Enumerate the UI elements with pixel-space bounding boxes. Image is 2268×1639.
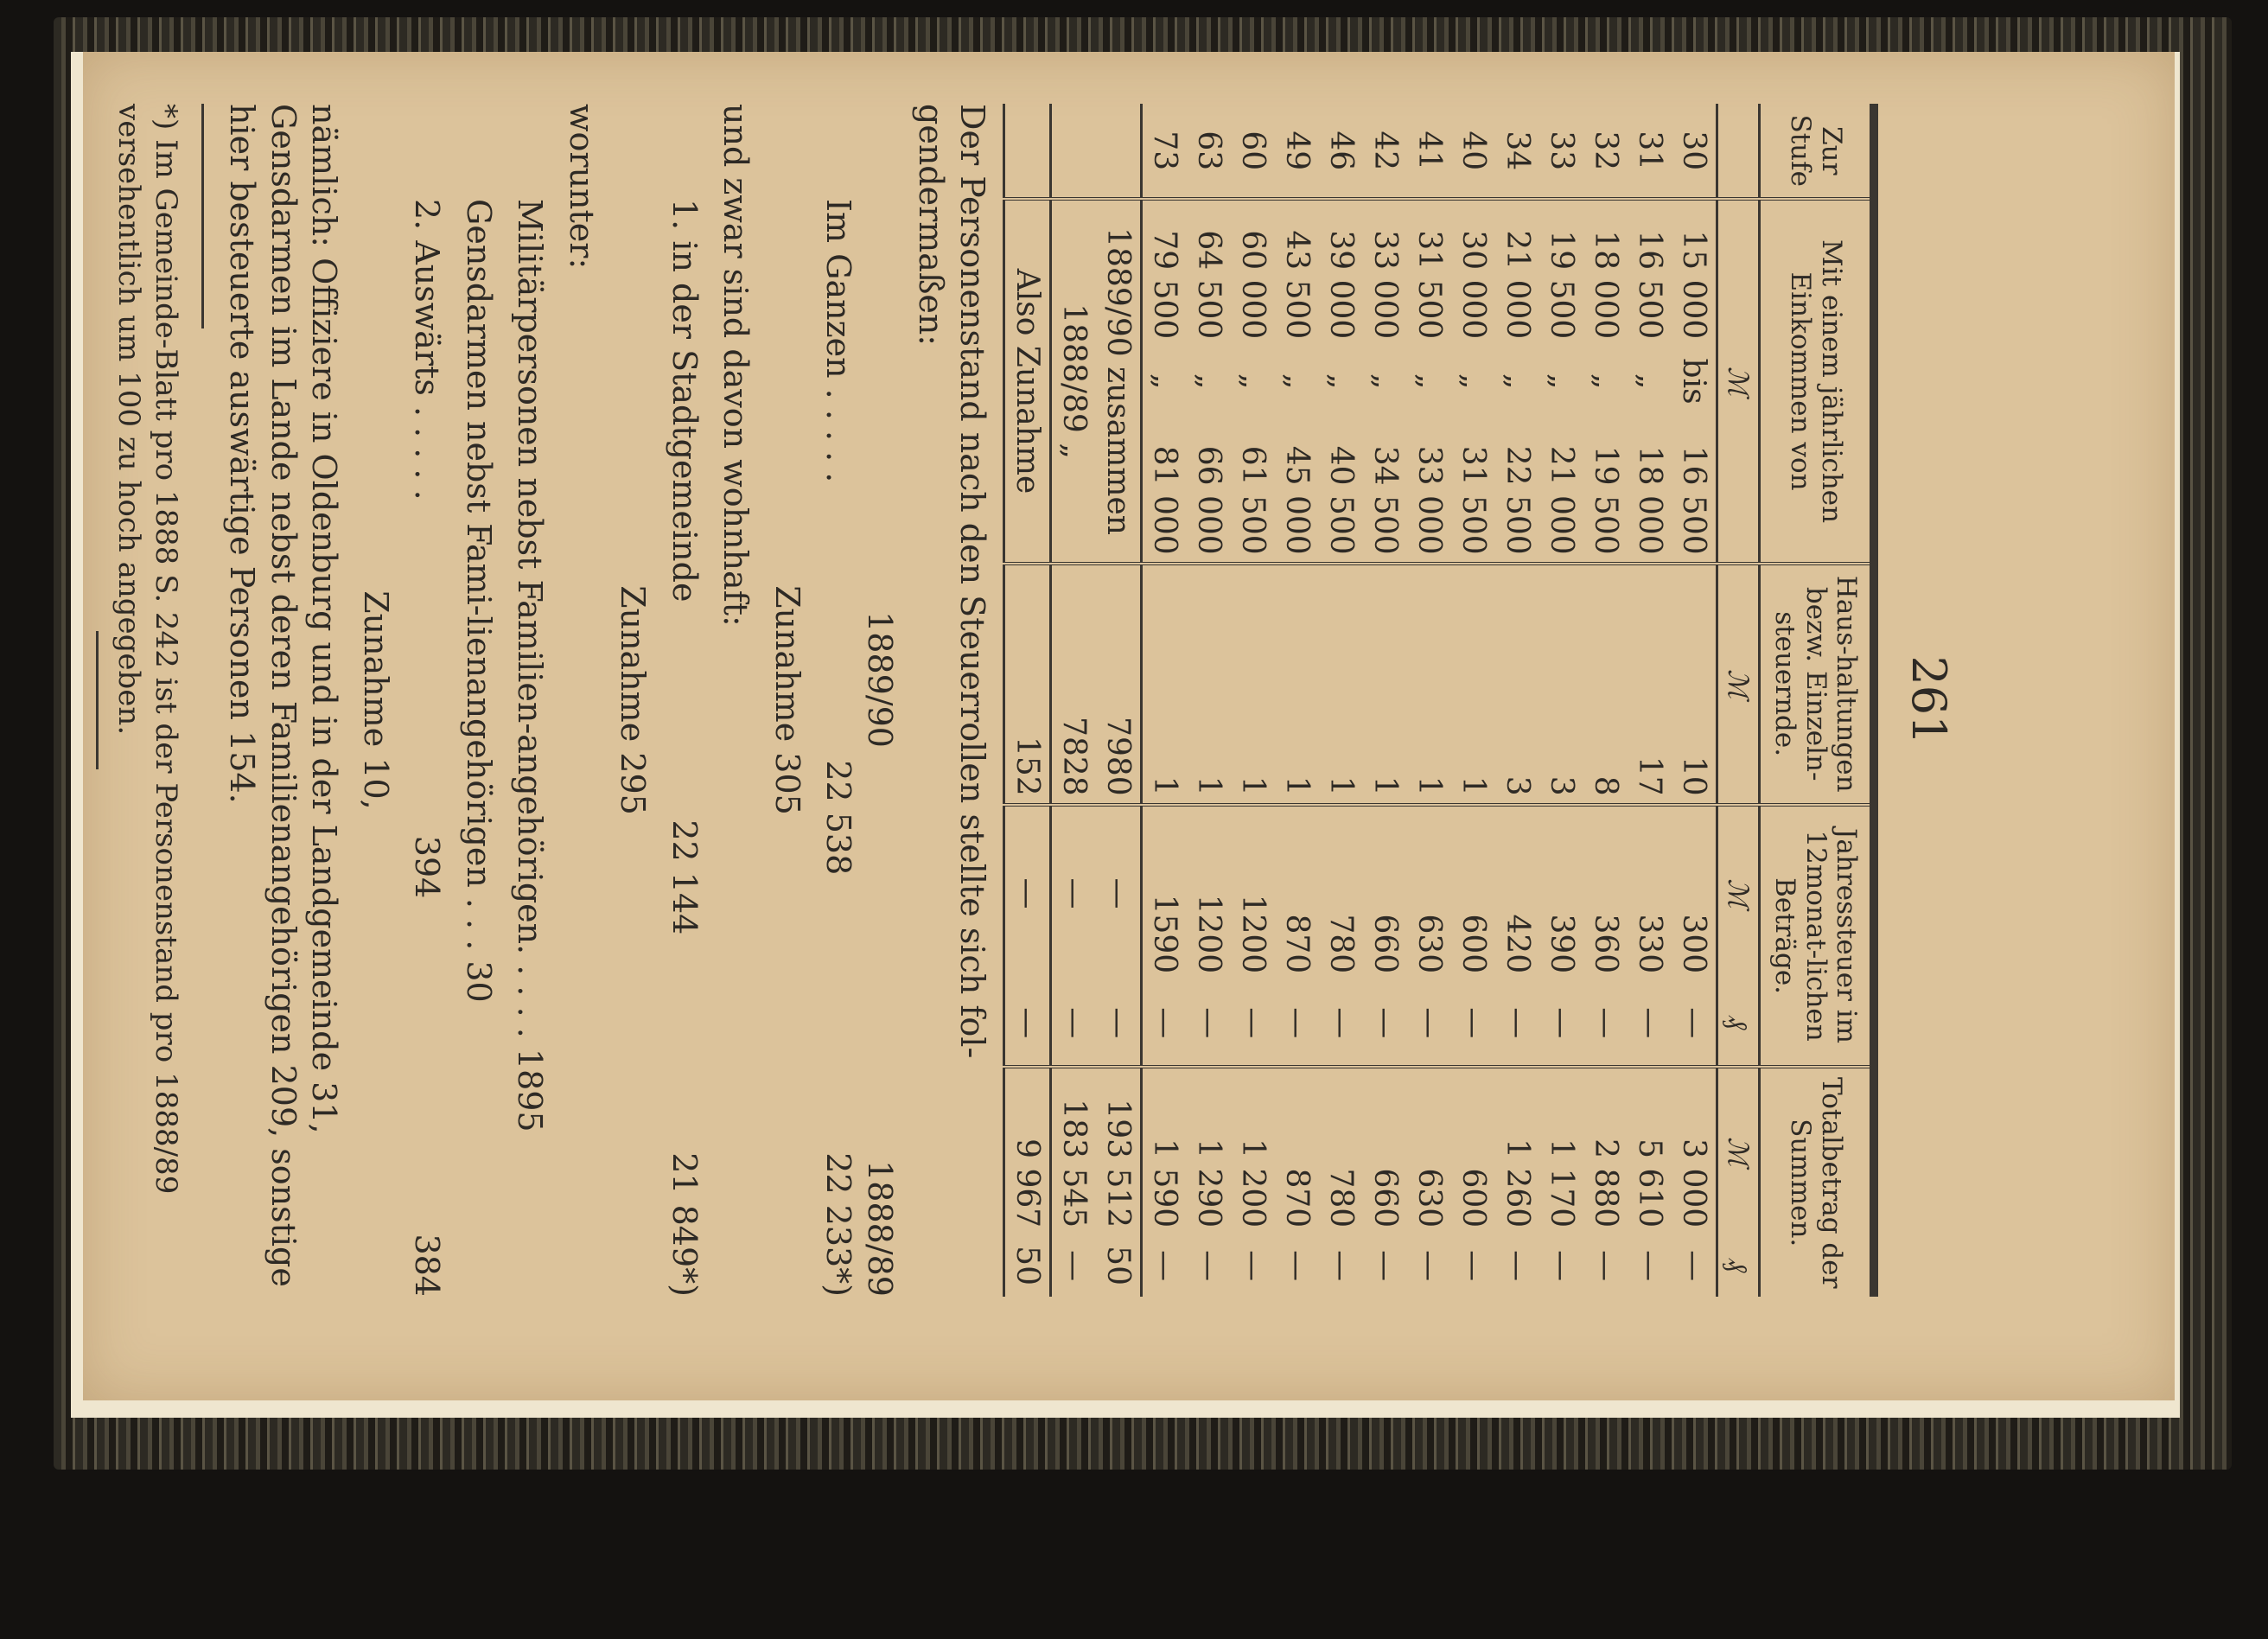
tax-table: [1003, 104, 1879, 1297]
cell-from: 39 000: [1319, 199, 1363, 346]
cell-total: 780: [1319, 1067, 1363, 1234]
increase-count: 152: [1003, 564, 1050, 805]
cell-tax: 390: [1539, 805, 1583, 980]
cell-count: 1: [1451, 564, 1495, 805]
cell-total-pf: —: [1278, 1250, 1315, 1282]
cell-stufe: 60: [1234, 131, 1271, 171]
cell-sep: „: [1190, 373, 1226, 390]
cell-stufe: 49: [1278, 131, 1315, 171]
cell-total-pf: —: [1190, 1250, 1226, 1282]
cell-total-pf: —: [1675, 1250, 1711, 1282]
cell-sep: bis: [1675, 358, 1711, 405]
cell-to: 19 500: [1587, 445, 1623, 555]
sum-total-pf: 50: [1096, 1234, 1142, 1297]
stadtgemeinde-label: 1. in der Stadtgemeinde: [665, 199, 704, 603]
cell-count: 3: [1539, 564, 1583, 805]
cell-tax: 1590: [1141, 805, 1187, 980]
cell-total: 5 610: [1628, 1067, 1672, 1234]
table-row: [1583, 104, 1628, 1297]
cell-to: 22 500: [1499, 445, 1535, 555]
table-row: [1407, 104, 1451, 1297]
cell-count: 1: [1187, 564, 1231, 805]
cell-count: 1: [1319, 564, 1363, 805]
auswaerts-a: 394: [408, 835, 447, 899]
cell-from: 30 000: [1451, 199, 1495, 346]
cell-total: 1 200: [1231, 1067, 1275, 1234]
cell-tax-pf: —: [1411, 1007, 1447, 1039]
header-haushaltungen: Haus-haltungen bezw. Einzeln-steuernde.: [1759, 564, 1874, 805]
cell-tax-pf: —: [1367, 1007, 1403, 1039]
cell-stufe: 34: [1499, 131, 1535, 171]
cell-count: 1: [1407, 564, 1451, 805]
cell-sep: „: [1455, 373, 1491, 390]
cell-tax-pf: —: [1322, 1007, 1359, 1039]
stadtgemeinde-a: 22 144: [665, 820, 704, 935]
cell-total: 3 000: [1672, 1067, 1717, 1234]
naemlich-paragraph: nämlich: Offiziere in Oldenburg und in der Landgemeinde 31, Gensdarmen im Lande nebst deren Familienangehörigen 209, sonstige hier besteuerte auswärtige Personen 154.: [223, 104, 344, 1287]
cell-from: 31 500: [1407, 199, 1451, 346]
militaer-line: Militärpersonen nebst Familien-angehörigen. . . . . 1895: [511, 199, 550, 1132]
cell-to: 66 000: [1190, 445, 1226, 555]
cell-tax: 1200: [1187, 805, 1231, 980]
sum-total: 193 512: [1096, 1067, 1142, 1234]
cell-stufe: 32: [1587, 131, 1623, 171]
cell-from: 60 000: [1231, 199, 1275, 346]
cell-total: 2 880: [1583, 1067, 1628, 1234]
cell-tax: 1200: [1231, 805, 1275, 980]
cell-total: 630: [1407, 1067, 1451, 1234]
unit-cell: ₰: [1717, 980, 1759, 1067]
page-content: [111, 104, 1958, 1297]
year-header-row: [858, 104, 900, 1297]
footnote-rule: [194, 104, 204, 328]
cell-count: 8: [1583, 564, 1628, 805]
increase-label: Also Zunahme: [1003, 199, 1050, 563]
gensdarmen-line: Gensdarmen nebst Fami-lienangehörigen . . . 30: [459, 199, 498, 1003]
cell-tax-pf: —: [1587, 1007, 1623, 1039]
im-ganzen-row: [818, 104, 859, 1297]
cell-stufe: 63: [1190, 131, 1226, 171]
cell-count: 1: [1141, 564, 1187, 805]
cell-total: 870: [1275, 1067, 1319, 1234]
cell-sep: „: [1322, 373, 1359, 390]
cell-stufe: 42: [1367, 131, 1403, 171]
cell-total: 660: [1363, 1067, 1407, 1234]
cell-sep: „: [1631, 373, 1667, 390]
stadtgemeinde-b: 21 849*): [665, 1152, 704, 1297]
footnote: *) Im Gemeinde-Blatt pro 1888 S. 242 ist der Personenstand pro 1888/89 versehentlich um 100 zu hoch angegeben.: [111, 104, 183, 1195]
unit-cell: ℳ: [1717, 805, 1759, 980]
cell-to: 33 000: [1411, 445, 1447, 555]
cell-to: 40 500: [1322, 445, 1359, 555]
cell-tax: 300: [1672, 805, 1717, 980]
cell-total-pf: —: [1234, 1250, 1271, 1282]
cell-to: 34 500: [1367, 445, 1403, 555]
und-zwar-line: und zwar sind davon wohnhaft:: [717, 104, 755, 627]
cell-tax-pf: —: [1278, 1007, 1315, 1039]
im-ganzen-label: Im Ganzen . . . . .: [819, 199, 858, 483]
cell-total-pf: —: [1455, 1250, 1491, 1282]
cell-from: 15 000: [1672, 199, 1717, 346]
table-row: [1231, 104, 1275, 1297]
cell-stufe: 73: [1146, 131, 1182, 171]
cell-tax: 420: [1495, 805, 1539, 980]
cell-tax-pf: —: [1499, 1007, 1535, 1039]
cell-from: 16 500: [1628, 199, 1672, 346]
cell-tax: 870: [1275, 805, 1319, 980]
header-jahressteuer: Jahressteuer im 12monat-lichen Beträge.: [1759, 805, 1874, 1068]
page-number: 261: [1902, 655, 1956, 745]
sum-total: 183 545: [1050, 1067, 1096, 1234]
cell-stufe: 31: [1631, 131, 1667, 171]
cell-total-pf: —: [1543, 1250, 1579, 1282]
cell-tax-pf: —: [1455, 1007, 1491, 1039]
cell-stufe: 30: [1675, 131, 1711, 171]
cell-to: 61 500: [1234, 445, 1271, 555]
unit-cell: ℳ: [1717, 564, 1759, 805]
increase-tax: —: [1003, 805, 1050, 980]
cell-sep: „: [1499, 373, 1535, 390]
sum-tax: —: [1050, 805, 1096, 980]
cell-tax: 660: [1363, 805, 1407, 980]
cell-to: 21 000: [1543, 445, 1579, 555]
sum-spacer: [1096, 104, 1142, 199]
cell-sep: „: [1411, 373, 1447, 390]
auswaerts-b: 384: [408, 1234, 447, 1297]
cell-from: 43 500: [1275, 199, 1319, 346]
cell-to: 18 000: [1631, 445, 1667, 555]
sum-tax-pf: —: [1055, 1007, 1092, 1039]
table-row: [1628, 104, 1672, 1297]
worunter-line: worunter:: [562, 104, 601, 270]
cell-tax-pf: —: [1146, 1007, 1182, 1039]
increase-total: 9 967: [1003, 1067, 1050, 1234]
table-row: [1275, 104, 1319, 1297]
header-einkommen: Mit einem jährlichen Einkommen von: [1759, 199, 1874, 563]
sum-count: 7828: [1050, 564, 1096, 805]
cell-tax: 630: [1407, 805, 1451, 980]
cell-count: 1: [1275, 564, 1319, 805]
cell-to: 31 500: [1455, 445, 1491, 555]
cell-sep: „: [1234, 373, 1271, 390]
cell-from: 18 000: [1583, 199, 1628, 346]
cell-sep: „: [1543, 373, 1579, 390]
cell-count: 1: [1363, 564, 1407, 805]
sum-spacer: [1050, 104, 1096, 199]
cell-count: 3: [1495, 564, 1539, 805]
zunahme-305: Zunahme 305: [768, 585, 806, 815]
cell-total: 1 260: [1495, 1067, 1539, 1234]
cell-tax: 330: [1628, 805, 1672, 980]
cell-sep: „: [1587, 373, 1623, 390]
increase-row: [1003, 104, 1050, 1297]
stadtgemeinde-row: [663, 104, 704, 1297]
auswaerts-label: 2. Auswärts . . . . .: [408, 199, 447, 501]
cell-sep: „: [1146, 373, 1182, 390]
year-b: 1888/89: [860, 1160, 899, 1297]
header-totalbetrag: Totalbetrag der Summen.: [1759, 1067, 1874, 1297]
unit-cell: ℳ: [1717, 1067, 1759, 1234]
cell-from: 33 000: [1363, 199, 1407, 346]
sum-total-pf: —: [1055, 1250, 1092, 1282]
header-stufe: Zur Stufe: [1759, 104, 1874, 199]
cell-stufe: 41: [1411, 131, 1447, 171]
cell-sep: „: [1367, 373, 1403, 390]
sum-count: 7980: [1096, 564, 1142, 805]
cell-tax-pf: —: [1234, 1007, 1271, 1039]
sum-tax: —: [1096, 805, 1142, 980]
sum-tax-pf: —: [1096, 980, 1142, 1067]
cell-tax-pf: —: [1543, 1007, 1579, 1039]
table-row: [1363, 104, 1407, 1297]
table-row: [1319, 104, 1363, 1297]
sum-label: 1888/89 „: [1050, 199, 1096, 563]
cell-tax-pf: —: [1190, 1007, 1226, 1039]
end-rule: [96, 631, 99, 769]
cell-total: 1 170: [1539, 1067, 1583, 1234]
sum-row-1888: [1050, 104, 1096, 1297]
cell-stufe: 40: [1455, 131, 1491, 171]
cell-tax: 780: [1319, 805, 1363, 980]
cell-total: 1 290: [1187, 1067, 1231, 1234]
zunahme-10: Zunahme 10,: [356, 590, 395, 810]
personenstand-paragraph: Der Personenstand nach den Steuerrollen stellte sich fol-gendermaßen:: [912, 104, 991, 1059]
unit-cell: ℳ: [1717, 199, 1759, 563]
cell-stufe: 46: [1322, 131, 1359, 171]
cell-from: 64 500: [1187, 199, 1231, 346]
cell-total-pf: —: [1631, 1250, 1667, 1282]
table-row: [1495, 104, 1539, 1297]
cell-total-pf: —: [1367, 1250, 1403, 1282]
increase-total-pf: 50: [1003, 1234, 1050, 1297]
table-header-row: [1759, 104, 1874, 1297]
zunahme-295: Zunahme 295: [614, 585, 653, 815]
sum-label: 1889/90 zusammen: [1096, 199, 1142, 563]
table-row: [1672, 104, 1717, 1297]
cell-count: 17: [1628, 564, 1672, 805]
cell-tax: 360: [1583, 805, 1628, 980]
im-ganzen-b: 22 233*): [819, 1152, 858, 1297]
unit-row: [1717, 104, 1759, 1297]
auswaerts-row: [406, 104, 448, 1297]
cell-tax-pf: —: [1631, 1007, 1667, 1039]
increase-tax-pf: —: [1003, 980, 1050, 1067]
cell-to: 16 500: [1675, 445, 1711, 555]
cell-from: 21 000: [1495, 199, 1539, 346]
unit-cell: [1717, 104, 1759, 199]
cell-tax-pf: —: [1675, 1007, 1711, 1039]
table-row: [1187, 104, 1231, 1297]
cell-stufe: 33: [1543, 131, 1579, 171]
cell-count: 1: [1231, 564, 1275, 805]
cell-total: 1 590: [1141, 1067, 1187, 1234]
cell-total: 600: [1451, 1067, 1495, 1234]
table-row: [1141, 104, 1187, 1297]
sum-row-1889: [1096, 104, 1142, 1297]
table-row: [1539, 104, 1583, 1297]
cell-from: 19 500: [1539, 199, 1583, 346]
cell-to: 81 000: [1146, 445, 1182, 555]
unit-cell: ₰: [1717, 1234, 1759, 1297]
year-a: 1889/90: [860, 611, 899, 748]
cell-count: 10: [1672, 564, 1717, 805]
cell-to: 45 000: [1278, 445, 1315, 555]
cell-tax: 600: [1451, 805, 1495, 980]
im-ganzen-a: 22 538: [819, 760, 858, 876]
sum-spacer: [1003, 104, 1050, 199]
cell-total-pf: —: [1411, 1250, 1447, 1282]
cell-total-pf: —: [1499, 1250, 1535, 1282]
table-row: [1451, 104, 1495, 1297]
cell-from: 79 500: [1141, 199, 1187, 346]
cell-total-pf: —: [1322, 1250, 1359, 1282]
cell-total-pf: —: [1587, 1250, 1623, 1282]
cell-total-pf: —: [1146, 1250, 1182, 1282]
cell-sep: „: [1278, 373, 1315, 390]
